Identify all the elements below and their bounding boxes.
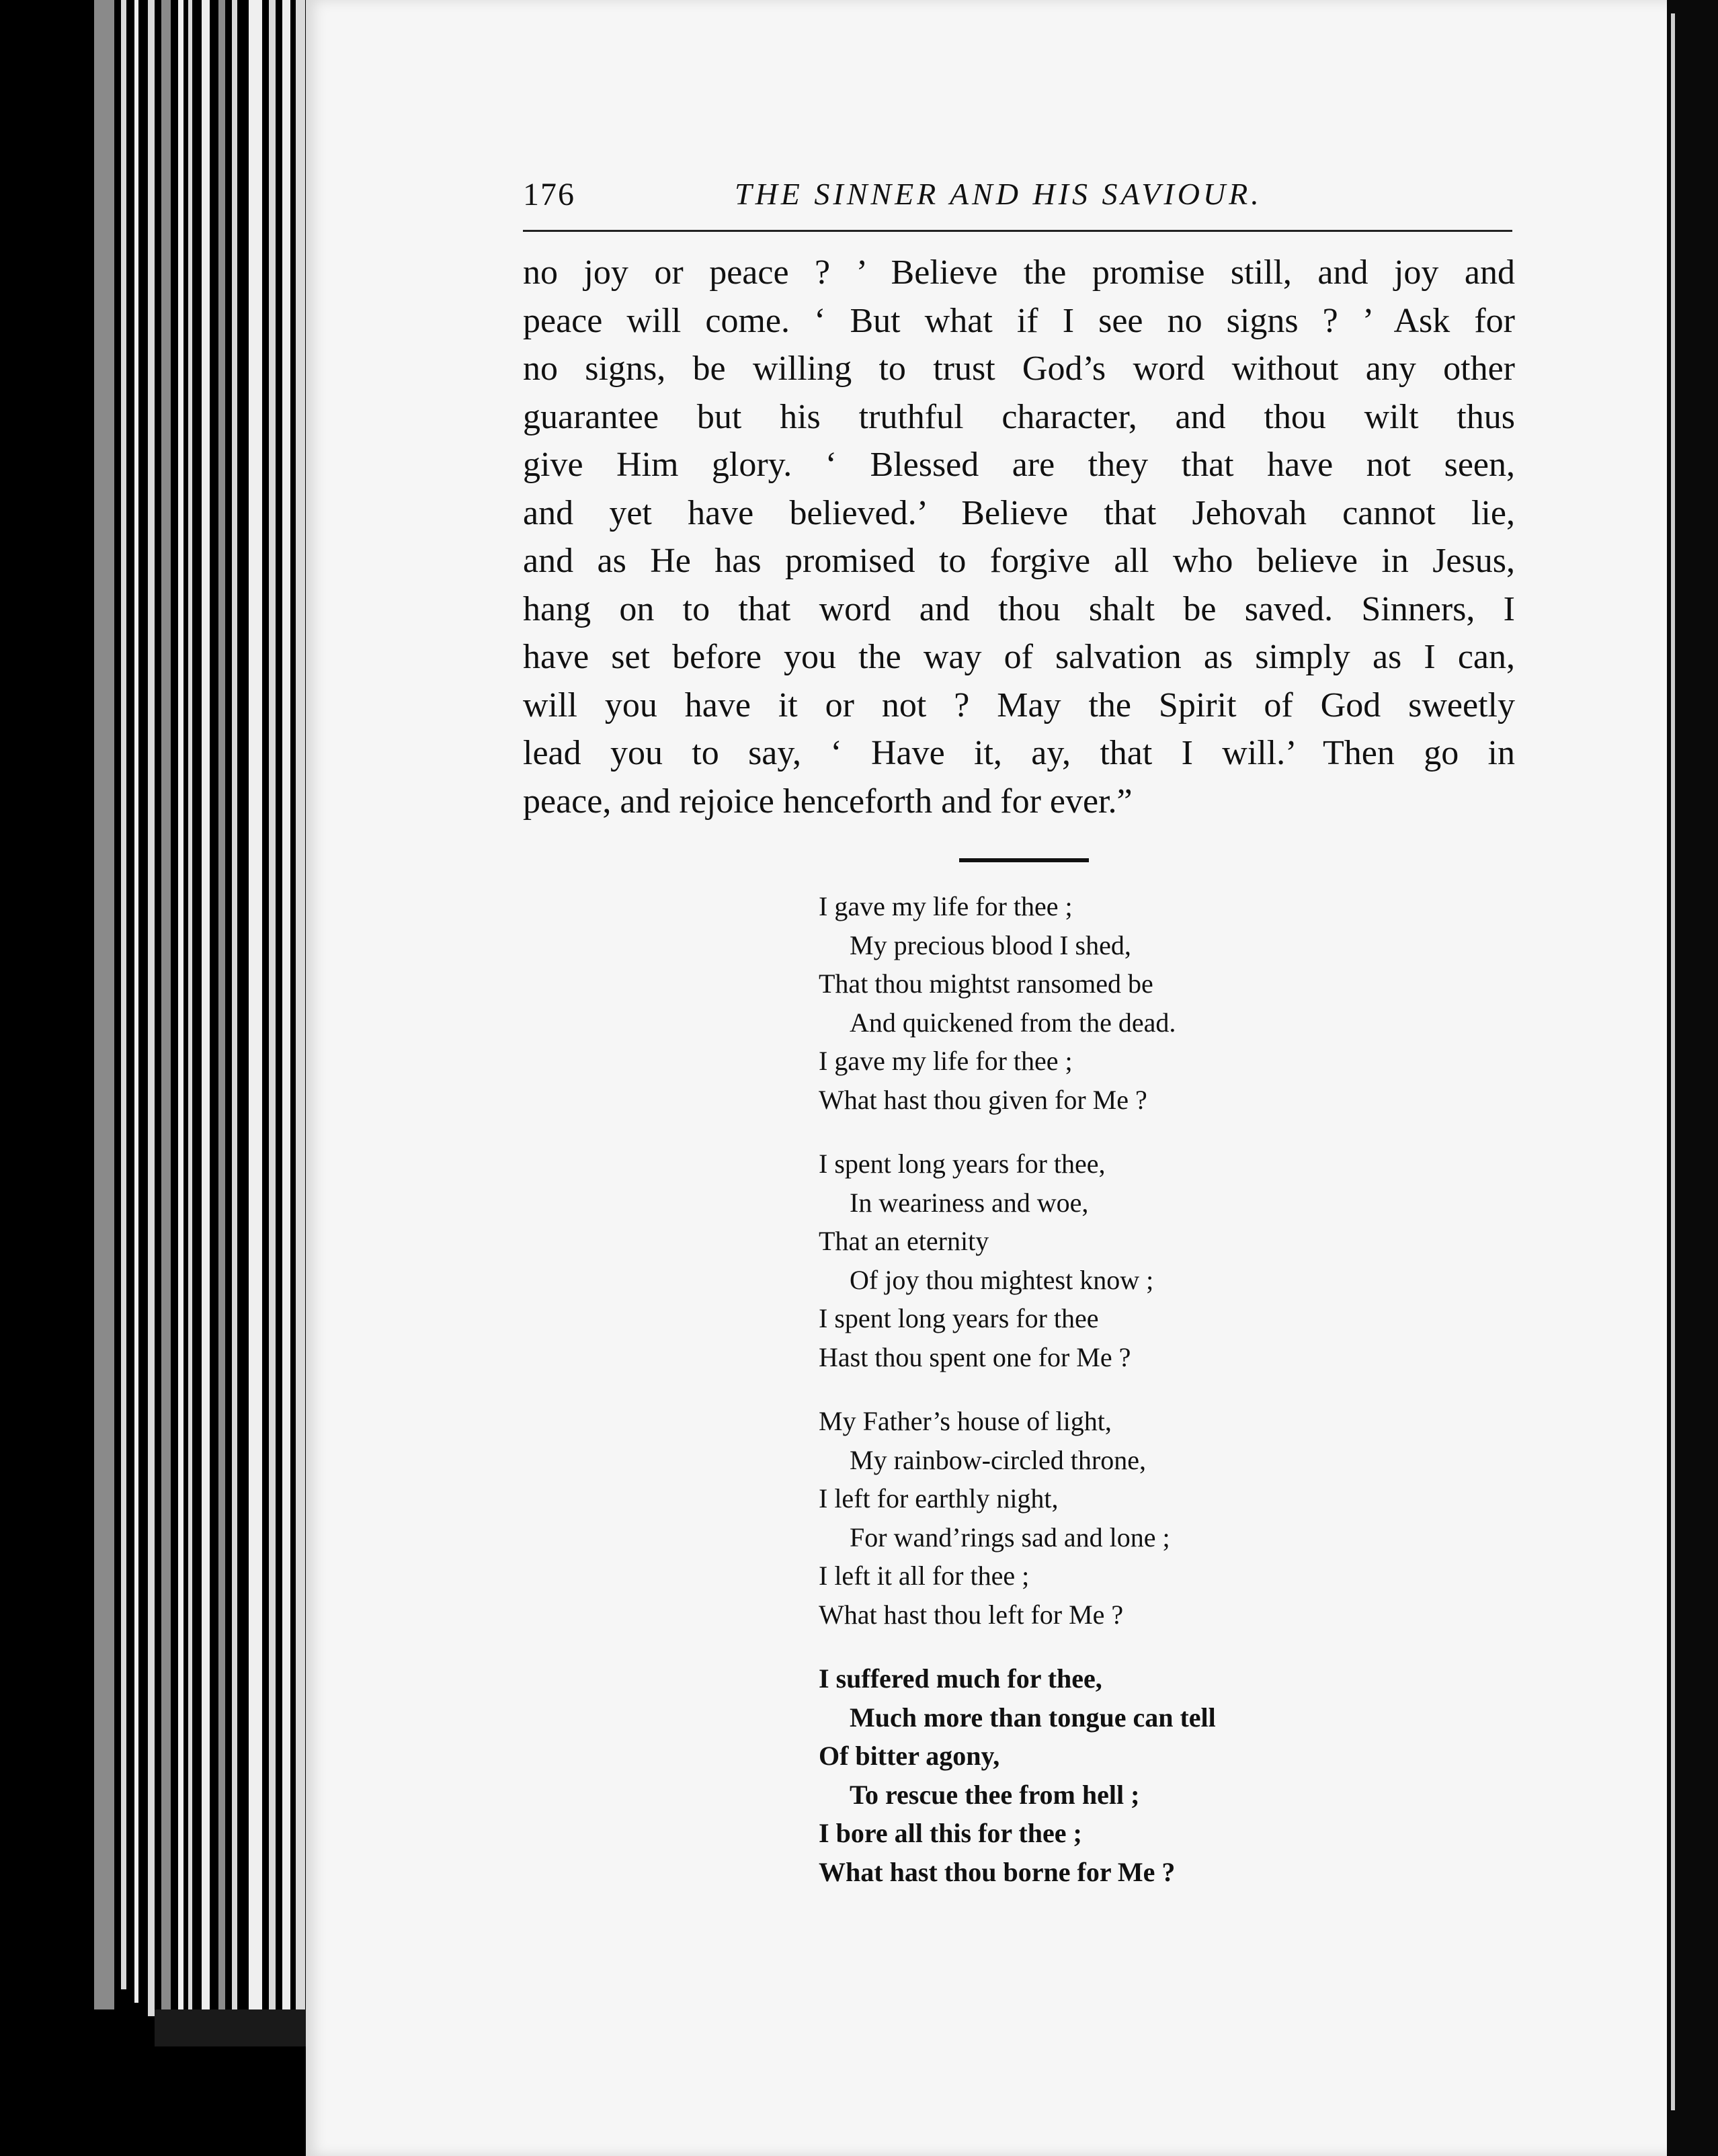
poem-line: For wand’rings sad and lone ; [850,1522,1170,1552]
prose-line: have set before you the way of salvation as simply as I can, [523,638,1515,676]
poem-line: I gave my life for thee ; [819,1046,1073,1076]
poem-line: I spent long years for thee, [819,1149,1106,1179]
running-title: THE SINNER AND HIS SAVIOUR. [735,177,1262,211]
prose-line: no joy or peace ? ’ Believe the promise still, and joy and [523,253,1515,292]
poem-line: My Father’s house of light, [819,1406,1112,1436]
prose-line: and yet have believed.’ Believe that Jehovah cannot lie, [523,493,1515,532]
prose-line: no signs, be willing to trust God’s word without any other [523,349,1515,388]
prose-paragraph [523,249,1515,825]
poem-line: What hast thou left for Me ? [819,1599,1124,1630]
prose-line: will you have it or not ? May the Spirit of God sweetly [523,686,1515,724]
poem-line: In weariness and woe, [850,1187,1089,1218]
poem-line: Much more than tongue can tell [850,1702,1216,1733]
poem-line: I gave my life for thee ; [819,891,1073,921]
prose-line: hang on to that word and thou shalt be saved. Sinners, I [523,589,1515,628]
facing-page-edge [1671,13,1675,2110]
poem-line: That thou mightst ransomed be [819,968,1153,999]
section-separator-rule [959,858,1089,862]
prose-line: lead you to say, ‘ Have it, ay, that I will.’ Then go in [523,734,1515,772]
poem-line: What hast thou given for Me ? [819,1084,1147,1115]
poem-line: That an eternity [819,1226,989,1256]
poem-line: I left it all for thee ; [819,1561,1030,1591]
poem [819,887,1216,1917]
prose-line: peace, and rejoice henceforth and for ever.” [523,782,1133,821]
poem-line: Of joy thou mightest know ; [850,1264,1154,1295]
poem-line: Hast thou spent one for Me ? [819,1341,1131,1372]
poem-line: I left for earthly night, [819,1483,1059,1514]
poem-line: To rescue thee from hell ; [850,1779,1140,1810]
book-bottom-edge [155,2009,316,2046]
poem-line: I bore all this for thee ; [819,1818,1082,1848]
prose-line: give Him glory. ‘ Blessed are they that have not seen, [523,446,1515,484]
poem-line: Of bitter agony, [819,1741,1000,1771]
book-page-edges [94,0,309,2043]
poem-line: What hast thou borne for Me ? [819,1856,1176,1887]
prose-line: and as He has promised to forgive all who believe in Jesus, [523,542,1515,580]
poem-stanza [819,1659,1216,1891]
poem-line: And quickened from the dead. [850,1007,1176,1038]
running-header [523,176,1518,223]
poem-stanza [819,887,1216,1119]
prose-line: guarantee but his truthful character, and thou wilt thus [523,397,1515,436]
poem-line: I suffered much for thee, [819,1663,1102,1694]
poem-line: I spent long years for thee [819,1303,1099,1333]
header-rule [523,230,1512,232]
poem-stanza [819,1145,1216,1376]
poem-line: My precious blood I shed, [850,929,1131,960]
page-number: 176 [523,177,575,212]
poem-line: My rainbow-circled throne, [850,1444,1146,1475]
poem-stanza [819,1402,1216,1634]
prose-line: peace will come. ‘ But what if I see no signs ? ’ Ask for [523,301,1515,340]
